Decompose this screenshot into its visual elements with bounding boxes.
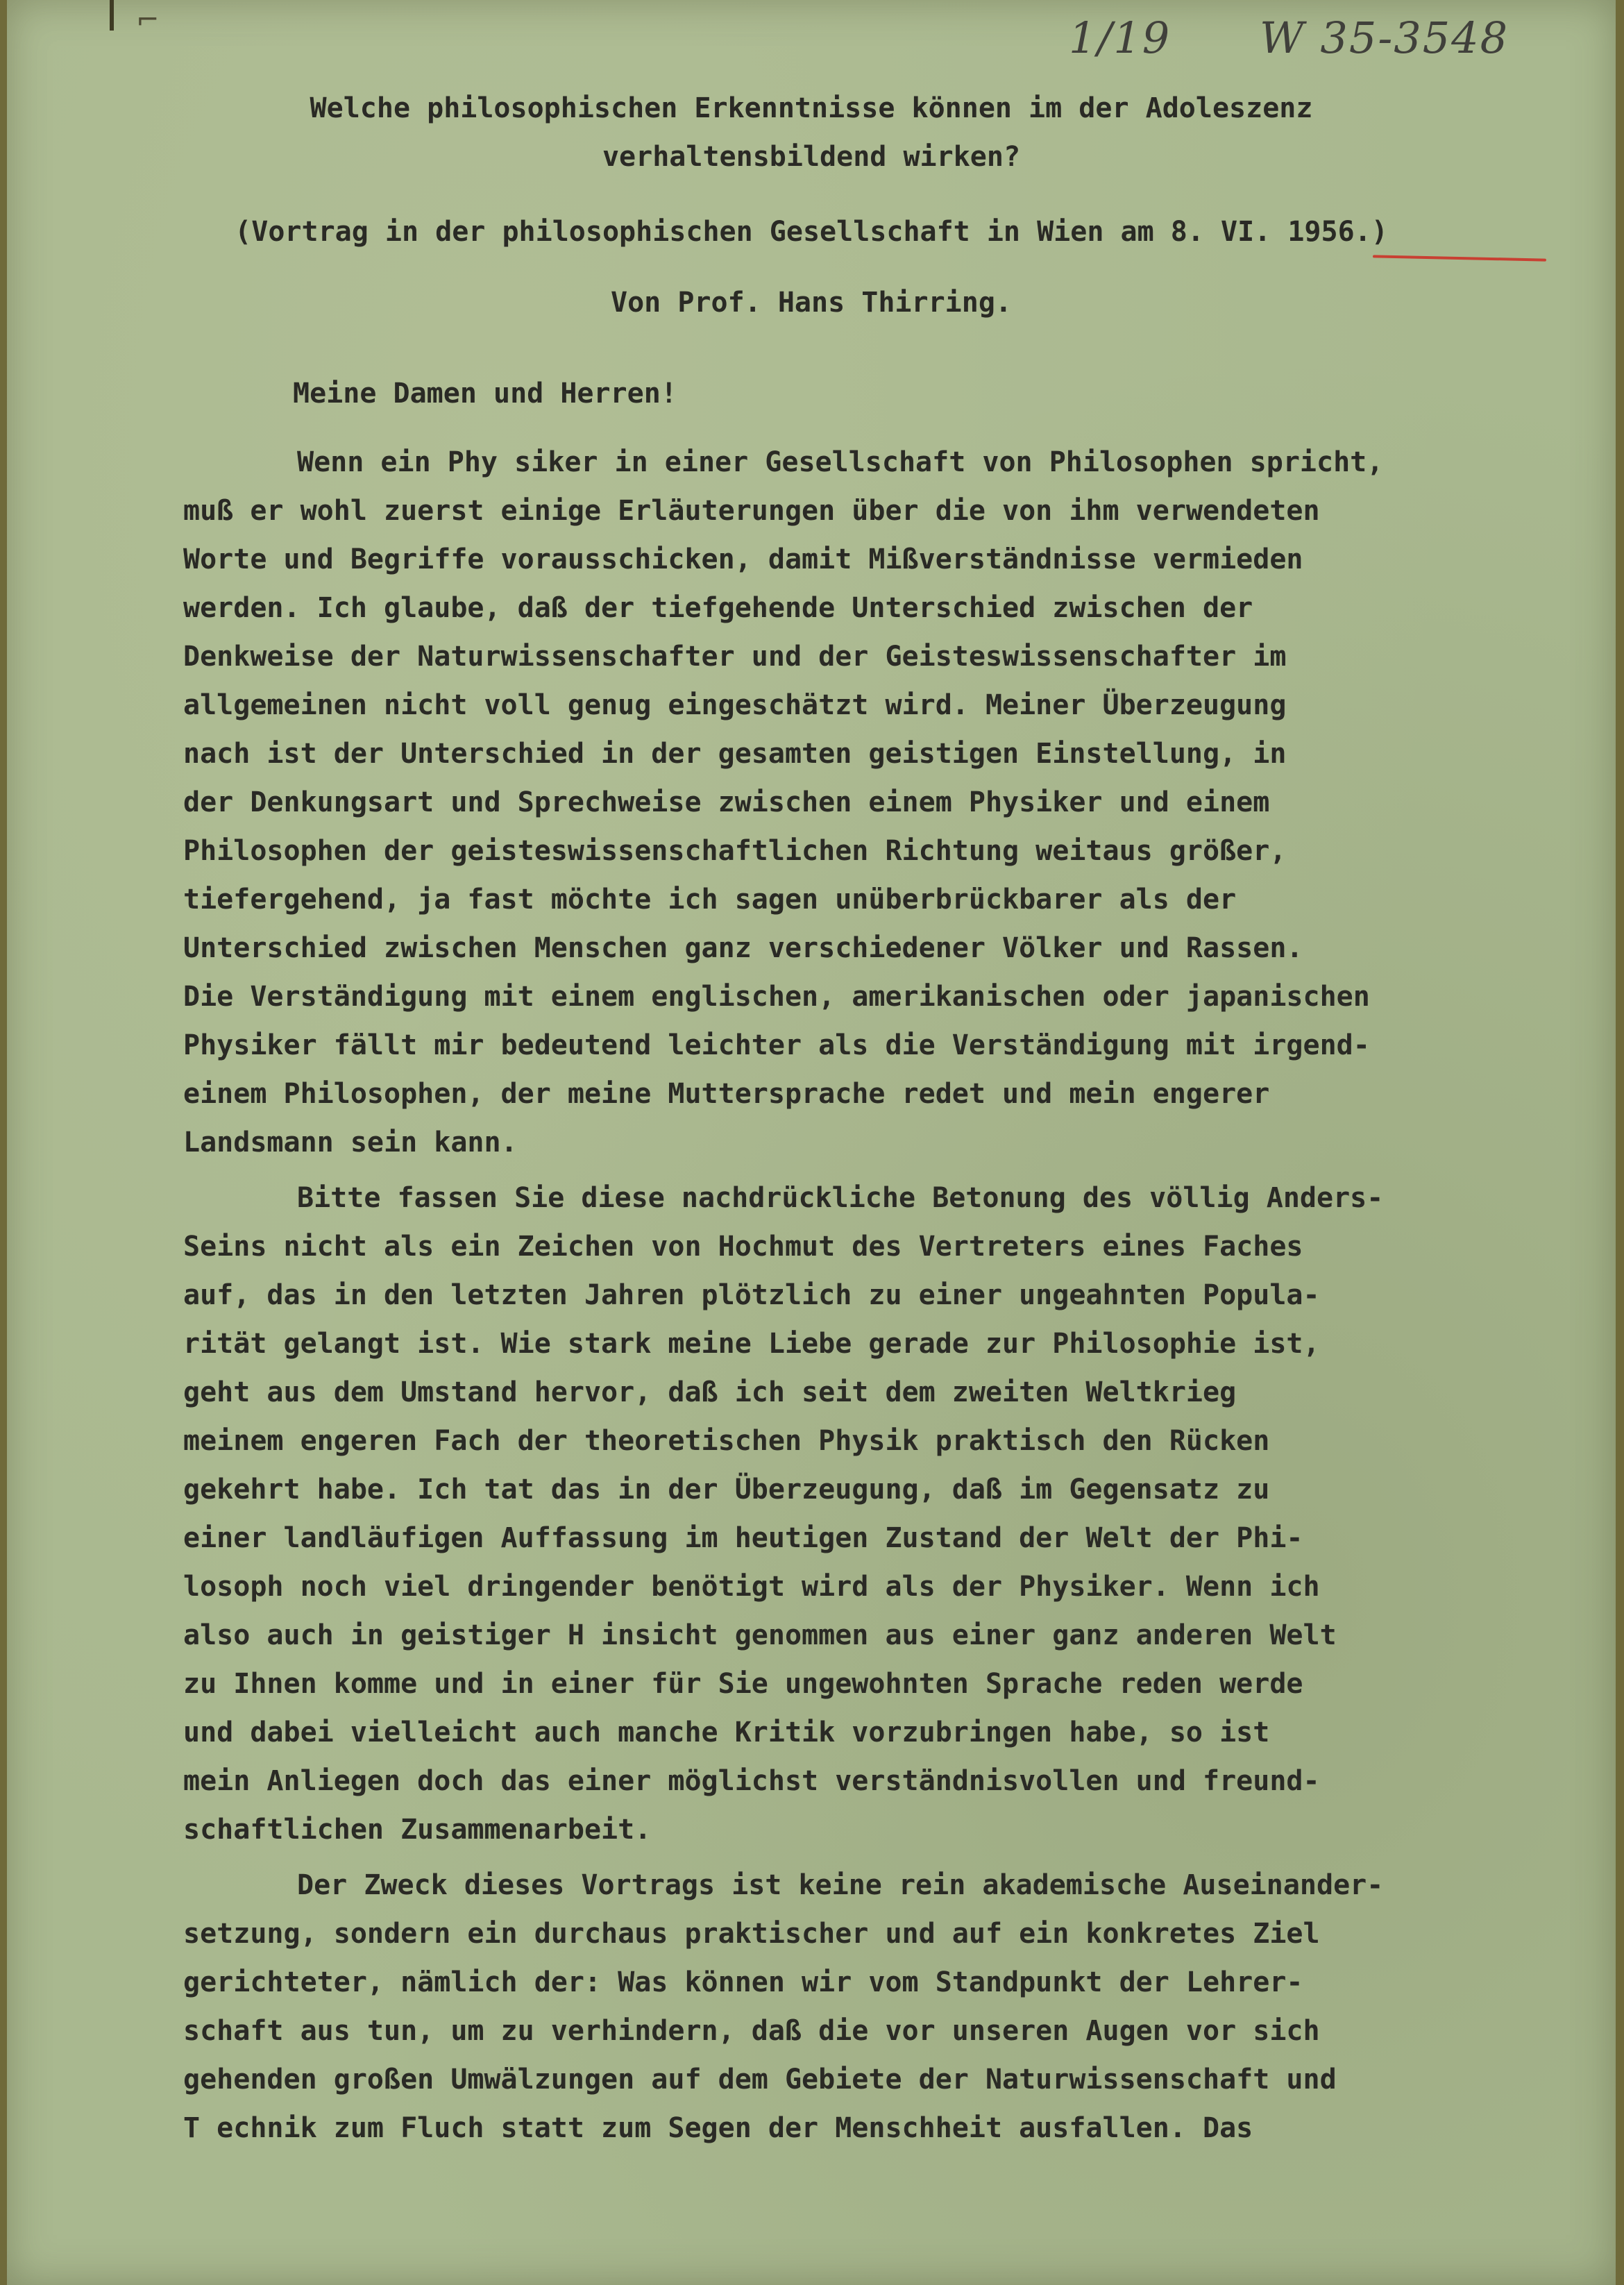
body-line: losoph noch viel dringender benötigt wird als der Physiker. Wenn ich bbox=[183, 1571, 1320, 1603]
body-line: also auch in geistiger H insicht genommen aus einer ganz anderen Welt bbox=[183, 1619, 1337, 1651]
body-line: muß er wohl zuerst einige Erläuterungen über die von ihm verwendeten bbox=[183, 495, 1320, 527]
lecture-subtitle: (Vortrag in der philosophischen Gesellschaft in Wien am 8. VI. 1956.) bbox=[235, 216, 1388, 248]
body-line: geht aus dem Umstand hervor, daß ich seit dem zweiten Weltkrieg bbox=[183, 1376, 1237, 1408]
body-line: Seins nicht als ein Zeichen von Hochmut des Vertreters eines Faches bbox=[183, 1231, 1303, 1263]
body-line: werden. Ich glaube, daß der tiefgehende Unterschied zwischen der bbox=[183, 592, 1253, 624]
body-line: meinem engeren Fach der theoretischen Physik praktisch den Rücken bbox=[183, 1425, 1270, 1457]
body-line: Unterschied zwischen Menschen ganz verschiedener Völker und Rassen. bbox=[183, 932, 1303, 964]
body-line: T echnik zum Fluch statt zum Segen der Menschheit ausfallen. Das bbox=[183, 2112, 1253, 2144]
body-line: gekehrt habe. Ich tat das in der Überzeugung, daß im Gegensatz zu bbox=[183, 1474, 1270, 1506]
body-line: gehenden großen Umwälzungen auf dem Gebiete der Naturwissenschaft und bbox=[183, 2064, 1337, 2096]
body-line: Worte und Begriffe vorausschicken, damit Mißverständnisse vermieden bbox=[183, 543, 1303, 575]
body-line: rität gelangt ist. Wie stark meine Liebe gerade zur Philosophie ist, bbox=[183, 1328, 1320, 1360]
archive-number-right: W 35-3548 bbox=[1260, 12, 1509, 63]
date-red-underline bbox=[1373, 255, 1546, 261]
body-line: schaftlichen Zusammenarbeit. bbox=[183, 1814, 652, 1846]
body-line: mein Anliegen doch das einer möglichst verständnisvollen und freund- bbox=[183, 1765, 1320, 1797]
body-line: nach ist der Unterschied in der gesamten geistigen Einstellung, in bbox=[183, 738, 1287, 770]
body-line: Landsmann sein kann. bbox=[183, 1127, 518, 1158]
body-line: Wenn ein Phy siker in einer Gesellschaft von Philosophen spricht, bbox=[297, 446, 1384, 478]
body-line: tiefergehend, ja fast möchte ich sagen unüberbrückbarer als der bbox=[183, 884, 1237, 916]
body-line: Philosophen der geisteswissenschaftlichen Richtung weitaus größer, bbox=[183, 835, 1287, 867]
corner-tick-mark: ⌐ bbox=[136, 4, 160, 36]
body-line: gerichteter, nämlich der: Was können wir vom Standpunkt der Lehrer- bbox=[183, 1966, 1303, 1998]
archive-number-left: 1/19 bbox=[1069, 12, 1172, 63]
body-line: setzung, sondern ein durchaus praktischer und auf ein konkretes Ziel bbox=[183, 1918, 1320, 1950]
body-line: einem Philosophen, der meine Muttersprache redet und mein engerer bbox=[183, 1078, 1270, 1110]
body-line: Physiker fällt mir bedeutend leichter als die Verständigung mit irgend- bbox=[183, 1029, 1370, 1061]
body-line: schaft aus tun, um zu verhindern, daß die vor unseren Augen vor sich bbox=[183, 2015, 1320, 2047]
fold-mark bbox=[110, 0, 114, 31]
body-line: auf, das in den letzten Jahren plötzlich zu einer ungeahnten Popula- bbox=[183, 1279, 1320, 1311]
body-line: Denkweise der Naturwissenschafter und der Geisteswissenschafter im bbox=[183, 641, 1287, 673]
body-line: zu Ihnen komme und in einer für Sie ungewohnten Sprache reden werde bbox=[183, 1668, 1303, 1700]
title-line-1: Welche philosophischen Erkenntnisse können im der Adoleszenz bbox=[310, 92, 1313, 124]
title-line-2: verhaltensbildend wirken? bbox=[602, 141, 1021, 173]
body-line: Der Zweck dieses Vortrags ist keine rein akademische Auseinander- bbox=[297, 1869, 1384, 1901]
salutation: Meine Damen und Herren! bbox=[293, 378, 677, 410]
body-line: der Denkungsart und Sprechweise zwischen einem Physiker und einem bbox=[183, 786, 1270, 818]
body-line: Bitte fassen Sie diese nachdrückliche Betonung des völlig Anders- bbox=[297, 1182, 1384, 1214]
body-line: Die Verständigung mit einem englischen, amerikanischen oder japanischen bbox=[183, 981, 1370, 1013]
body-line: einer landläufigen Auffassung im heutigen Zustand der Welt der Phi- bbox=[183, 1522, 1303, 1554]
author-line: Von Prof. Hans Thirring. bbox=[611, 287, 1012, 319]
body-line: allgemeinen nicht voll genug eingeschätzt wird. Meiner Überzeugung bbox=[183, 689, 1287, 721]
document-page bbox=[7, 0, 1616, 2285]
body-line: und dabei vielleicht auch manche Kritik vorzubringen habe, so ist bbox=[183, 1717, 1270, 1748]
